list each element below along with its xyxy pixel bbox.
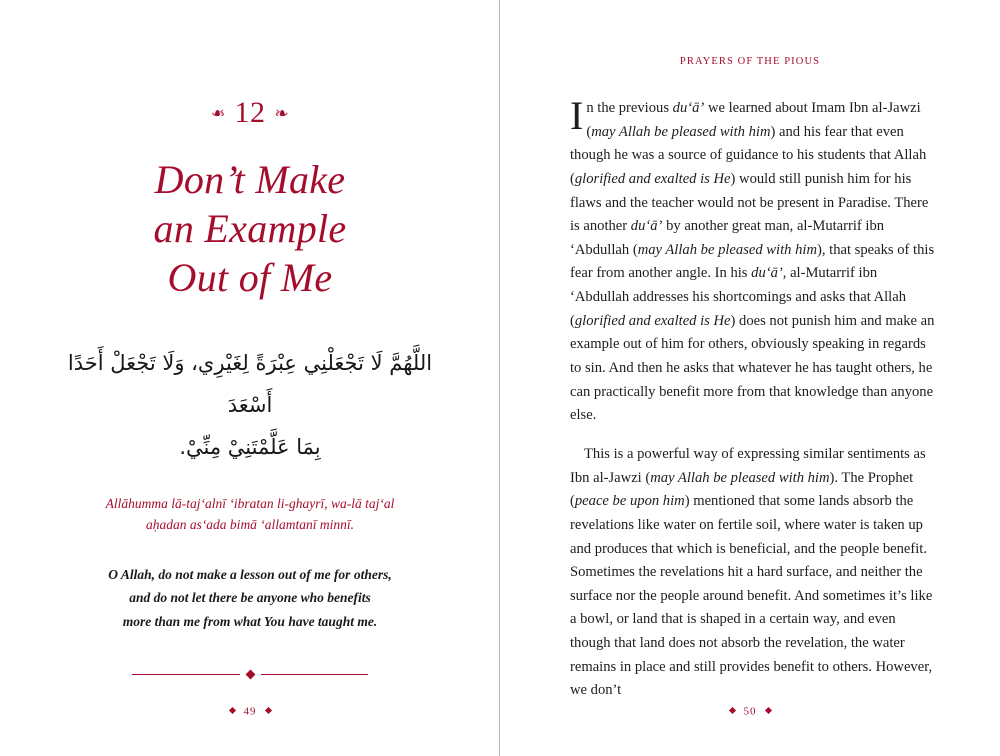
body-text-column	[570, 93, 938, 703]
diamond-icon	[245, 669, 255, 679]
arabic-supplication	[46, 342, 454, 468]
arabic-line: بِمَا عَلَّمْتَنِيْ مِنِّيْ.	[179, 435, 321, 460]
drop-cap: I	[570, 93, 584, 138]
body-paragraph	[570, 93, 938, 428]
chapter-title-line: an Example	[153, 205, 347, 251]
arabic-line: اللَّهُمَّ لَا تَجْعَلْنِي عِبْرَةً لِغَيْرِي، وَلَا تَجْعَلْ أَحَدًا أَسْعَدَ	[67, 351, 433, 418]
transliteration	[64, 494, 436, 536]
diamond-icon	[264, 707, 271, 714]
right-page-folio	[500, 705, 1000, 717]
chapter-title	[0, 156, 500, 302]
divider-rule	[132, 674, 240, 675]
chapter-title-line: Don’t Make	[154, 157, 346, 202]
section-divider	[132, 671, 368, 678]
diamond-icon	[764, 707, 771, 714]
transliteration-line: Allāhumma lā-taj‘alnī ‘ibratan li-ghayrī, wa-lā taj‘al	[105, 496, 395, 512]
diamond-icon	[228, 707, 235, 714]
chapter-title-line: Out of Me	[167, 254, 333, 300]
floral-ornament-icon: ❧	[212, 103, 226, 123]
transliteration-line: aḥadan as‘ada bimā ‘allamtanī minnī.	[145, 517, 355, 533]
paragraph-text: n the previous du‘ā’ we learned about Imam Ibn al-Jawzi (may Allah be pleased with him) and his fear that even though he was a source of guidance to his students that Allah (glorified and exalted is He) would still punish him for his flaws and the teacher would not be present in Paradise. There is another du‘ā’ by another great man, al-Mutarrif ibn ‘Abdullah (may Allah be pleased with him), that speaks of this fear from another angle. In his du‘ā’, al-Mutarrif ibn ‘Abdullah addresses his shortcomings and asks that Allah (glorified and exalted is He) does not punish him and make an example out of him for others, obviously speaking in regards to sin. And then he asks that whatever he has taught others, he can practically benefit more from that knowledge than anyone else.	[570, 100, 935, 424]
diamond-icon	[728, 707, 735, 714]
chapter-number-row	[0, 96, 500, 130]
body-paragraph	[570, 443, 938, 703]
chapter-number: 12	[234, 96, 266, 129]
page-number: 50	[743, 705, 757, 717]
right-page	[500, 0, 1000, 756]
floral-ornament-icon: ❧	[274, 103, 288, 123]
translation-line: and do not let there be anyone who benefits	[129, 590, 371, 606]
translation-line: O Allah, do not make a lesson out of me for others,	[108, 567, 392, 583]
running-head: PRAYERS OF THE PIOUS	[679, 56, 821, 67]
translation	[62, 563, 438, 633]
left-page-folio	[0, 705, 500, 717]
translation-line: more than me from what You have taught me.	[122, 613, 378, 629]
page-number: 49	[243, 705, 257, 717]
divider-rule	[261, 674, 369, 675]
paragraph-text: This is a powerful way of expressing similar sentiments as Ibn al-Jawzi (may Allah be pleased with him). The Prophet (peace be upon him) mentioned that some lands absorb the revelations like water on fertile soil, where water is taken up and produces that which is beneficial, and the people benefit. Sometimes the revelations hit a hard surface, and neither the surface nor the people around benefit. And sometimes it’s like a bowl, or land that is shaped in a certain way, and even though that land does not absorb the revelation, the water remains in place and still provides benefit to others. However, we don’t	[570, 445, 933, 699]
